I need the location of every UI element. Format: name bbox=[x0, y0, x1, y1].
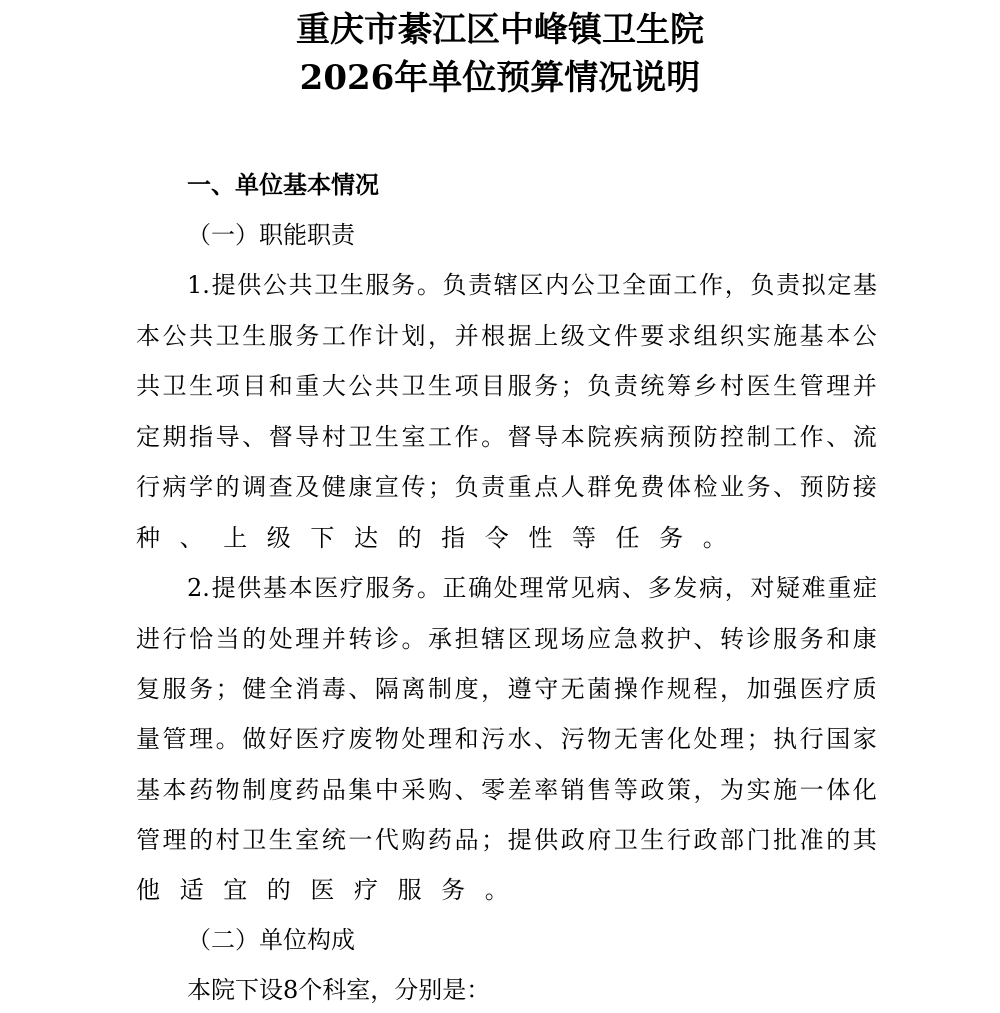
section-heading-basic-info: 一、单位基本情况 bbox=[187, 171, 379, 199]
paragraph-line: 2. 提 供 基 本 医 疗 服 务 。 正 确 处 理 常 见 病 、 多 发 病 ， 对 疑 难 重 症 bbox=[187, 574, 877, 602]
document-title-line2: 2026年单位预算情况说明 bbox=[299, 58, 701, 98]
subsection-heading-functions: （一）职能职责 bbox=[187, 221, 355, 249]
paragraph-line: 1. 提 供 公 共 卫 生 服 务 。 负 责 辖 区 内 公 卫 全 面 工 作 ， 负 责 拟 定 基 bbox=[187, 271, 877, 299]
paragraph-line: 种 、 上 级 下 达 的 指 令 性 等 任 务 。 bbox=[136, 524, 727, 552]
paragraph-line: 他 适 宜 的 医 疗 服 务 。 bbox=[136, 876, 509, 904]
paragraph-line: 本 公 共 卫 生 服 务 工 作 计 划 ， 并 根 据 上 级 文 件 要 求 组 织 实 施 基 本 公 bbox=[136, 322, 877, 350]
composition-intro-text: 本院下设8个科室，分别是： bbox=[187, 976, 491, 1004]
document-title-line1: 重庆市綦江区中峰镇卫生院 bbox=[296, 10, 704, 50]
paragraph-line: 复 服 务 ； 健 全 消 毒 、 隔 离 制 度 ， 遵 守 无 菌 操 作 规 程 ， 加 强 医 疗 质 bbox=[136, 675, 877, 703]
paragraph-line: 共 卫 生 项 目 和 重 大 公 共 卫 生 项 目 服 务 ； 负 责 统 筹 乡 村 医 生 管 理 并 bbox=[136, 372, 877, 400]
paragraph-line: 管 理 的 村 卫 生 室 统 一 代 购 药 品 ； 提 供 政 府 卫 生 行 政 部 门 批 准 的 其 bbox=[136, 826, 877, 854]
paragraph-line: 行 病 学 的 调 查 及 健 康 宣 传 ； 负 责 重 点 人 群 免 费 体 检 业 务 、 预 防 接 bbox=[136, 473, 877, 501]
subsection-heading-composition: （二）单位构成 bbox=[187, 926, 355, 954]
paragraph-line: 量 管 理 。 做 好 医 疗 废 物 处 理 和 污 水 、 污 物 无 害 化 处 理 ； 执 行 国 家 bbox=[136, 725, 877, 753]
paragraph-line: 定 期 指 导 、 督 导 村 卫 生 室 工 作 。 督 导 本 院 疾 病 预 防 控 制 工 作 、 流 bbox=[136, 423, 877, 451]
paragraph-line: 进 行 恰 当 的 处 理 并 转 诊 。 承 担 辖 区 现 场 应 急 救 护 、 转 诊 服 务 和 康 bbox=[136, 625, 877, 653]
paragraph-line: 基 本 药 物 制 度 药 品 集 中 采 购 、 零 差 率 销 售 等 政 策 ， 为 实 施 一 体 化 bbox=[136, 776, 877, 804]
